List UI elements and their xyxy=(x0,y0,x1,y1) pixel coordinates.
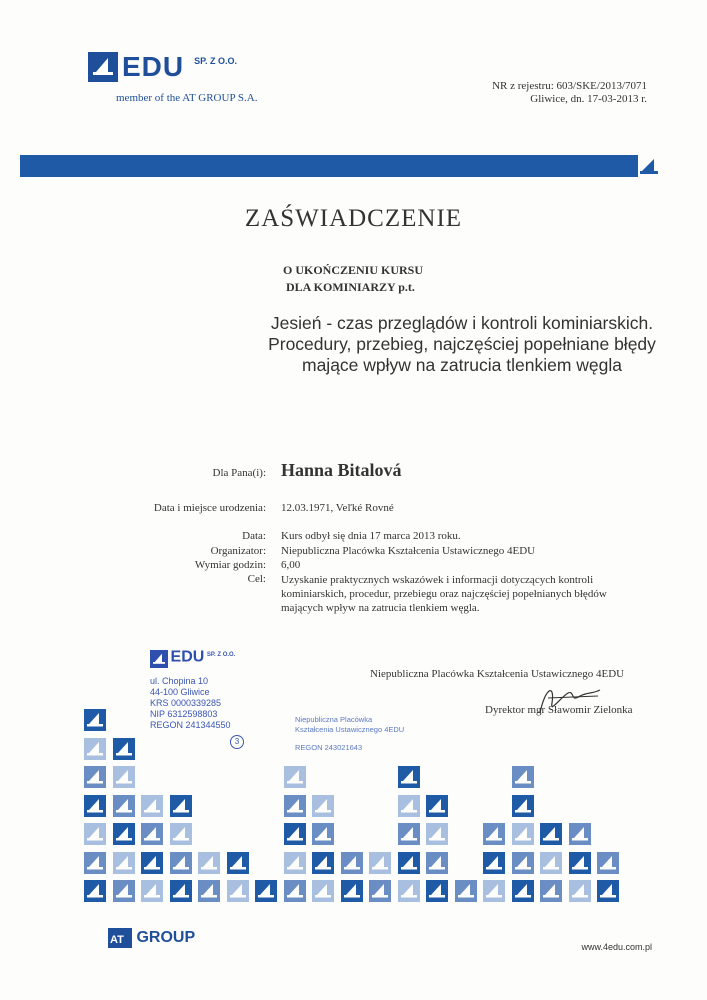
decorative-tile xyxy=(540,852,562,874)
institution-stamp xyxy=(295,715,404,753)
stamp-regon: REGON 241344550 xyxy=(150,720,231,730)
participant-name: Hanna Bitalová xyxy=(281,460,402,480)
logo-text: EDU xyxy=(122,51,185,82)
decorative-tile xyxy=(569,823,591,845)
decorative-tile xyxy=(312,852,334,874)
decorative-tile xyxy=(170,823,192,845)
svg-text:AT: AT xyxy=(110,934,124,946)
hours-value: 6,00 xyxy=(281,559,301,571)
decorative-tile xyxy=(483,823,505,845)
subtitle-line-2: DLA KOMINIARZY p.t. xyxy=(286,280,415,294)
stamp2-line-2: Kształcenia Ustawicznego 4EDU xyxy=(295,725,405,734)
decorative-tile xyxy=(141,823,163,845)
decorative-tile xyxy=(369,852,391,874)
decorative-tile xyxy=(341,880,363,902)
decorative-tile xyxy=(227,852,249,874)
organizer-value: Niepubliczna Placówka Kształcenia Ustawicznego 4EDU xyxy=(281,545,536,557)
decorative-tile xyxy=(398,795,420,817)
date-value: Kurs odbył się dnia 17 marca 2013 roku. xyxy=(281,530,461,542)
stamp-krs: KRS 0000339285 xyxy=(150,698,222,708)
decorative-tile xyxy=(141,852,163,874)
stamp-nip: NIP 6312598803 xyxy=(150,709,218,719)
decorative-tile xyxy=(398,823,420,845)
hours-label: Wymiar godzin: xyxy=(194,559,266,571)
decorative-tile xyxy=(426,795,448,817)
decorative-tile xyxy=(569,852,591,874)
decorative-tile xyxy=(284,852,306,874)
decorative-tile xyxy=(284,766,306,788)
website-link[interactable]: www.4edu.com.pl xyxy=(581,942,652,952)
date-label: Data: xyxy=(242,530,266,542)
decorative-tile xyxy=(540,823,562,845)
decorative-tile xyxy=(113,738,135,760)
at-group-logo xyxy=(108,928,195,948)
decorative-tile xyxy=(113,852,135,874)
group-text: GROUP xyxy=(136,929,196,947)
decorative-tile xyxy=(398,852,420,874)
decorative-tile xyxy=(198,880,220,902)
decorative-tile xyxy=(198,852,220,874)
decorative-tile xyxy=(540,880,562,902)
director-line: Dyrektor mgr Sławomir Zielonka xyxy=(485,704,633,716)
decorative-tile xyxy=(312,795,334,817)
decorative-tile xyxy=(84,709,106,731)
stamp2-line-1: Niepubliczna Placówka xyxy=(295,715,373,724)
decorative-tile xyxy=(312,823,334,845)
decorative-tile xyxy=(84,738,106,760)
stamp-4-icon xyxy=(150,650,168,668)
band-4-icon xyxy=(638,155,660,177)
decorative-tile xyxy=(512,880,534,902)
decorative-tile xyxy=(113,880,135,902)
stamp-logo-suffix: SP. Z O.O. xyxy=(206,652,236,658)
stamp-logo-text: EDU xyxy=(170,648,205,666)
decorative-tile xyxy=(284,880,306,902)
decorative-tile xyxy=(483,852,505,874)
decorative-tile xyxy=(512,766,534,788)
goal-label: Cel: xyxy=(247,573,266,585)
decorative-tile xyxy=(597,880,619,902)
member-line: member of the AT GROUP S.A. xyxy=(116,92,258,104)
decorative-tile xyxy=(483,880,505,902)
organizer-label: Organizator: xyxy=(210,545,266,557)
course-title: Jesień - czas przeglądów i kontroli kominiarskich. Procedury, przebieg, najczęściej popełniane błędy mające wpływ na zatrucia tlenkiem węgla xyxy=(268,313,656,375)
city-date: Gliwice, dn. 17-03-2013 r. xyxy=(530,93,647,105)
decorative-tile xyxy=(455,880,477,902)
stamp-street: ul. Chopina 10 xyxy=(150,676,209,686)
certificate-subtitle xyxy=(283,262,423,296)
decorative-tile xyxy=(569,880,591,902)
decorative-tile xyxy=(426,880,448,902)
subtitle-line-1: O UKOŃCZENIU KURSU xyxy=(283,263,424,277)
decorative-tile xyxy=(426,852,448,874)
decorative-tile xyxy=(426,823,448,845)
registry-number: NR z rejestru: 603/SKE/2013/7071 xyxy=(492,80,647,92)
decorative-tile xyxy=(84,880,106,902)
certificate-title: ZAŚWIADCZENIE xyxy=(244,205,463,232)
registry-info xyxy=(492,80,647,106)
decorative-tile xyxy=(369,880,391,902)
signature-org: Niepubliczna Placówka Kształcenia Ustawicznego 4EDU xyxy=(370,668,625,680)
company-logo xyxy=(88,52,237,82)
header-band xyxy=(20,155,660,177)
decorative-tile xyxy=(113,766,135,788)
decorative-tile xyxy=(512,823,534,845)
logo-4-icon xyxy=(88,52,118,82)
decorative-tile xyxy=(170,880,192,902)
decorative-tile xyxy=(141,795,163,817)
decorative-tile xyxy=(227,880,249,902)
decorative-tile xyxy=(255,880,277,902)
decorative-tile xyxy=(84,852,106,874)
birth-value: 12.03.1971, Veľké Rovné xyxy=(281,502,394,514)
decorative-tile xyxy=(284,795,306,817)
decorative-tile xyxy=(113,823,135,845)
decorative-tile xyxy=(512,795,534,817)
decorative-tile xyxy=(170,852,192,874)
decorative-tile xyxy=(84,766,106,788)
name-label: Dla Pana(i): xyxy=(212,467,266,479)
decorative-tile xyxy=(398,880,420,902)
decorative-tile xyxy=(284,823,306,845)
birth-label: Data i miejsce urodzenia: xyxy=(153,502,266,514)
decorative-tile xyxy=(312,880,334,902)
decorative-tile xyxy=(597,852,619,874)
decorative-tile xyxy=(170,795,192,817)
stamp-circle-mark: 3 xyxy=(230,735,244,749)
stamp-city: 44-100 Gliwice xyxy=(150,687,210,697)
goal-value: Uzyskanie praktycznych wskazówek i informacji dotyczących kontroli kominiarskich, procedur, przebiegu oraz najczęściej popełnianych błędów mających wpływ na zatrucia tlenkiem węgla. xyxy=(281,574,607,614)
stamp-logo xyxy=(150,650,235,668)
decorative-tile xyxy=(84,823,106,845)
decorative-tile xyxy=(341,852,363,874)
decorative-tile xyxy=(512,852,534,874)
company-stamp xyxy=(150,650,235,731)
logo-suffix: SP. Z O.O. xyxy=(194,56,237,66)
decorative-tile xyxy=(398,766,420,788)
stamp2-line-3: REGON 243021643 xyxy=(295,743,363,752)
decorative-tile xyxy=(84,795,106,817)
at-group-icon xyxy=(108,928,132,948)
decorative-tile xyxy=(113,795,135,817)
decorative-tile xyxy=(141,880,163,902)
